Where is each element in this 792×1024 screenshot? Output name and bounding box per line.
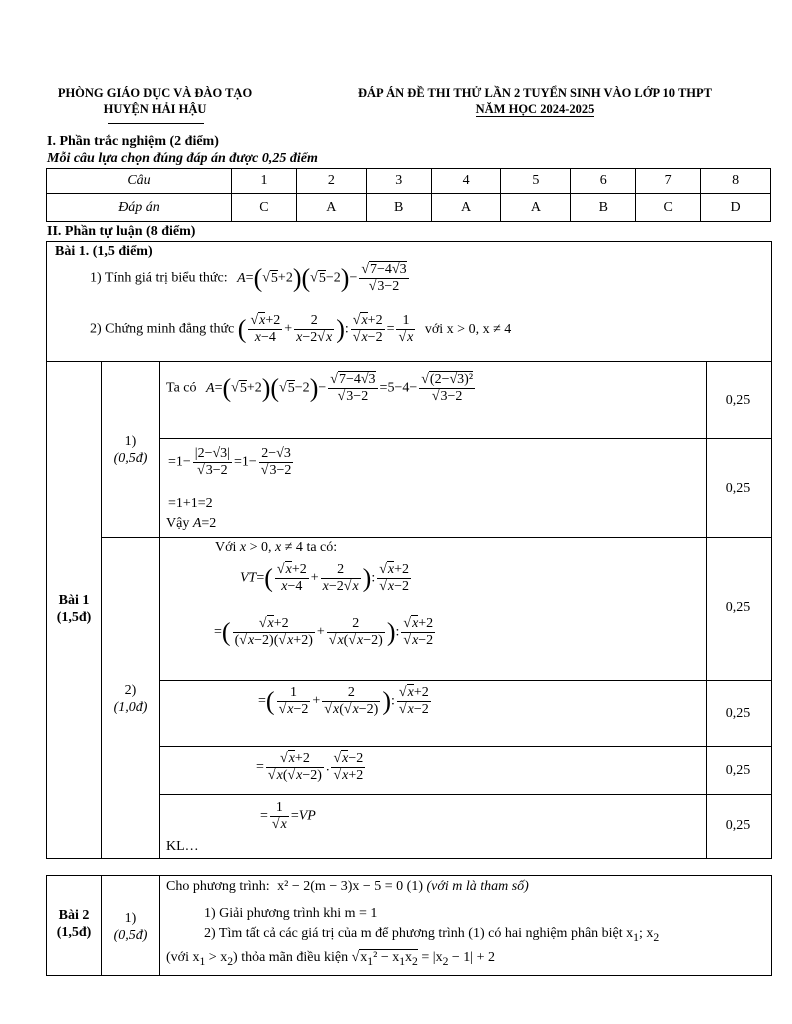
question-number: 7 (636, 169, 701, 194)
answer-value: C (636, 194, 701, 222)
bai2-sub-label: 1) (0,5đ) (113, 911, 148, 943)
answer-header: Đáp án (47, 194, 232, 222)
solution-step-2: =1− $\frac{|2-√3|}{√3-2}$ =1− $\frac{2-√3}{√3-2}$ (168, 446, 292, 478)
answer-value: C (232, 194, 297, 222)
sub1-label: 1) (0,5đ) (113, 434, 148, 466)
solution-step-4: Với x > 0, x ≠ 4 ta có: (215, 540, 338, 555)
part1-title: I. Phần trắc nghiệm (2 điểm) (47, 134, 219, 149)
bai2-label: Bài 2 (1,5đ) (56, 908, 92, 940)
table-row (47, 194, 771, 222)
solution-conclusion: Vậy A=2 (166, 516, 217, 531)
answer-value: D (701, 194, 771, 222)
bai1-heading: Bài 1. (1,5 điểm) (55, 244, 153, 259)
sub2-label: 2) (1,0đ) (113, 683, 148, 715)
score-value: 0,25 (725, 481, 751, 496)
grid-line (101, 537, 771, 538)
solution-step-5: VT=( $\frac{√x+2}{x-4}$ + $\frac{2}{x-2√x}$ ): $\frac{√x+2}{√x-2}$ (240, 562, 410, 594)
question-number: 8 (701, 169, 771, 194)
part2-title: II. Phần tự luận (8 điểm) (47, 224, 196, 239)
answer-value: A (501, 194, 571, 222)
question-number: 6 (571, 169, 636, 194)
score-value: 0,25 (725, 763, 751, 778)
grid-line (159, 746, 771, 747)
solution-step-9: = $\frac{1}{√x}$ =VP (260, 800, 316, 832)
solution-step-3: =1+1=2 (168, 496, 213, 511)
grid-line (46, 361, 771, 362)
grid-line (159, 361, 160, 858)
question-header: Câu (47, 169, 232, 194)
answer-value: B (366, 194, 431, 222)
answer-value: A (296, 194, 366, 222)
bai2-question1: 1) Giải phương trình khi m = 1 (204, 906, 378, 921)
solution-step-1: Ta có A=(√5+2)(√5−2)− $\frac{√7-4√3}{√3-2}$ =5−4− $\frac{\text{√(2−√3)²}}{√3-2}$ (166, 372, 474, 404)
department-name: PHÒNG GIÁO DỤC VÀ ĐÀO TẠO HUYỆN HẢI HẬU (57, 86, 253, 116)
question-number: 5 (501, 169, 571, 194)
bai2-question2: 2) Tìm tất cả các giá trị của m để phương trình (1) có hai nghiệm phân biệt $x_1$; $x_2$ (204, 926, 660, 944)
part1-subtitle: Mỗi câu lựa chọn đúng đáp án được 0,25 điểm (47, 151, 318, 166)
grid-line (159, 794, 771, 795)
bai1-question1: 1) Tính giá trị biểu thức: A=(√5+2)(√5−2)− $\frac{√7-4√3}{√3-2}$ (90, 262, 407, 294)
bai2-question3: (với $x_1 > x_2$) thỏa mãn điều kiện $√x_1^2 - x_1x_2 = |x_2 - 1| + 2$ (166, 950, 495, 968)
solution-step-7: =( $\frac{1}{√x-2}$ + $\frac{2}{√x(√x-2)}$ ): $\frac{√x+2}{√x-2}$ (258, 685, 429, 717)
score-value: 0,25 (725, 600, 751, 615)
table-row (47, 169, 771, 194)
answer-table (46, 168, 771, 222)
document-title: ĐÁP ÁN ĐỀ THI THỬ LẦN 2 TUYỂN SINH VÀO LỚP 10 THPT NĂM HỌC 2024-2025 (357, 86, 712, 116)
header-divider (108, 123, 204, 124)
bai2-intro: Cho phương trình: x² − 2(m − 3)x − 5 = 0 (1) (với m là tham số) (166, 879, 529, 894)
question-number: 4 (431, 169, 501, 194)
solution-kl: KL… (166, 839, 199, 854)
question-number: 3 (366, 169, 431, 194)
bai1-label: Bài 1 (1,5đ) (56, 593, 92, 625)
question-number: 1 (232, 169, 297, 194)
question-number: 2 (296, 169, 366, 194)
answer-value: A (431, 194, 501, 222)
grid-line (159, 438, 771, 439)
answer-value: B (571, 194, 636, 222)
solution-step-8: = $\frac{√x+2}{√x(√x-2)}$ . $\frac{√x-2}{√x+2}$ (256, 751, 364, 783)
grid-line (159, 875, 160, 975)
score-value: 0,25 (725, 818, 751, 833)
score-value: 0,25 (725, 706, 751, 721)
grid-line (159, 680, 771, 681)
solution-step-6: =( $\frac{√x+2}{(√x-2)(√x+2)}$ + $\frac{2}{√x(√x-2)}$ ): $\frac{√x+2}{√x-2}$ (214, 616, 434, 648)
score-value: 0,25 (725, 393, 751, 408)
bai1-question2: 2) Chứng minh đẳng thức ( $\frac{√x+2}{x-4}$ + $\frac{2}{x-2√x}$ ): $\frac{√x+2}{√x-2}$ = $\frac{1}{√x}$ với x > 0, x ≠ 4 (90, 313, 512, 345)
